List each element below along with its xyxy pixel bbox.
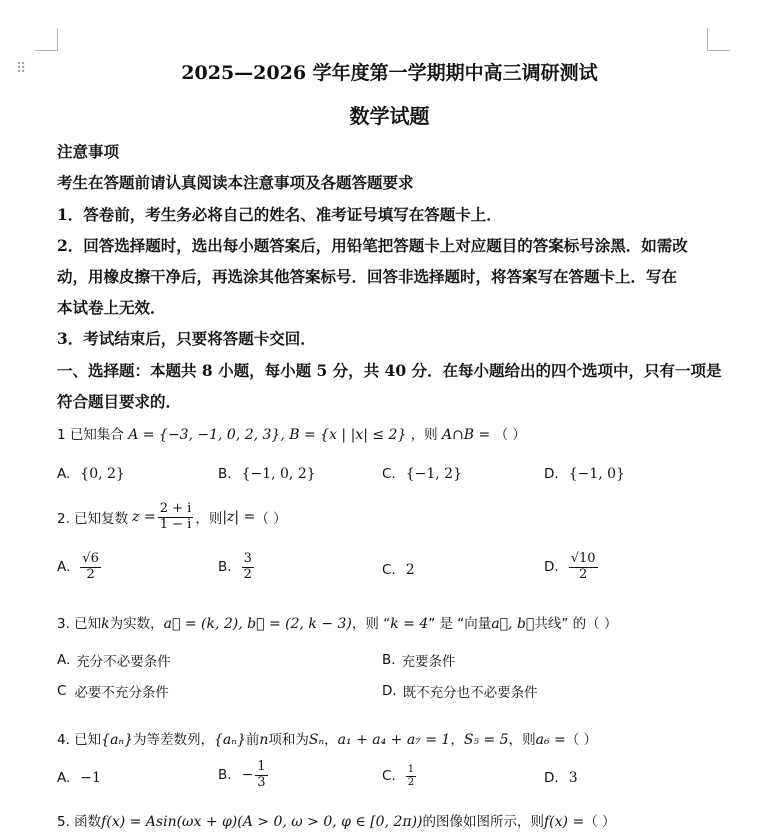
q3-option-b: B. 充要条件: [382, 652, 456, 670]
question-2: 2. 已知复数 z = $\frac{2 + i}{1 - i}$ ，则 |z| = （ ）: [57, 501, 287, 532]
drag-handle-icon[interactable]: ⠿: [16, 61, 25, 77]
q4-option-a: A. −1: [57, 770, 101, 786]
q3-option-c: C 必要不充分条件: [57, 683, 169, 701]
notice-heading: 注意事项: [57, 142, 120, 161]
page-corner-mark-top-left: [35, 28, 58, 51]
notice-intro: 考生在答题前请认真阅读本注意事项及各题答题要求: [57, 173, 414, 192]
q1-option-c: C. {−1, 2}: [382, 466, 462, 482]
q2-option-a: A. $\frac{√6}{2}$: [57, 551, 99, 582]
notice-item-2-line-1: 2．回答选择题时，选出每小题答案后，用铅笔把答题卡上对应题目的答案标号涂黑．如需改: [57, 236, 688, 255]
q4-option-c: C. $\frac{1}{2}$: [382, 764, 415, 788]
q2-option-b: B. $\frac{3}{2}$: [218, 551, 252, 582]
q1-option-d: D. {−1, 0}: [544, 466, 625, 482]
exam-title: 2025—2026 学年度第一学期期中高三调研测试: [181, 62, 598, 84]
notice-item-1: 1．答卷前，考生务必将自己的姓名、准考证号填写在答题卡上．: [57, 205, 502, 224]
q2-option-c: C. 2: [382, 562, 415, 578]
q4-option-b: B. − $\frac{1}{3}$: [218, 759, 266, 790]
q4-option-d: D. 3: [544, 770, 578, 786]
q2-option-d: D. $\frac{√10}{2}$: [544, 551, 596, 582]
q1-option-b: B. {−1, 0, 2}: [218, 466, 316, 482]
q3-option-d: D. 既不充分也不必要条件: [382, 683, 538, 701]
question-1: 1 已知集合 A = {−3, −1, 0, 2, 3}, B = {x | |x| ≤ 2} ，则 A∩B = （ ）: [57, 427, 526, 443]
page-corner-mark-top-right: [707, 28, 730, 51]
notice-item-2-line-2: 动，用橡皮擦干净后，再选涂其他答案标号．回答非选择题时，将答案写在答题卡上．写在: [57, 267, 678, 286]
q1-sets: A = {−3, −1, 0, 2, 3}, B = {x | |x| ≤ 2}: [128, 427, 407, 443]
notice-item-2-line-3: 本试卷上无效．: [57, 298, 166, 317]
question-3: 3. 已知k为实数，a⃗ = (k, 2), b⃗ = (2, k − 3)，则 “k = 4” 是 “向量a⃗, b⃗共线” 的（ ）: [57, 616, 618, 632]
q1-option-a: A. {0, 2}: [57, 466, 125, 482]
q2-fraction: $\frac{2 + i}{1 - i}$: [159, 501, 192, 532]
question-5: 5. 函数f(x) = Asin(ωx + φ)(A > 0, ω > 0, φ ∈ [0, 2π))的图像如图所示，则f(x) =（ ）: [57, 814, 616, 830]
q3-vectors: a⃗ = (k, 2), b⃗ = (2, k − 3): [163, 616, 352, 632]
section-1-line-2: 符合题目要求的．: [57, 392, 182, 411]
section-1-line-1: 一、选择题：本题共 8 小题，每小题 5 分，共 40 分．在每小题给出的四个选项中，只有一项是: [57, 361, 722, 380]
question-4: 4. 已知{aₙ}为等差数列，{aₙ}前n项和为Sₙ，a₁ + a₄ + a₇ = 1，S₅ = 5，则a₆ =（ ）: [57, 732, 598, 748]
q3-option-a: A. 充分不必要条件: [57, 652, 171, 670]
q5-function: f(x) = Asin(ωx + φ)(A > 0, ω > 0, φ ∈ [0, 2π)): [101, 814, 423, 830]
exam-subtitle: 数学试题: [349, 104, 430, 128]
notice-item-3: 3．考试结束后，只要将答题卡交回．: [57, 329, 316, 348]
